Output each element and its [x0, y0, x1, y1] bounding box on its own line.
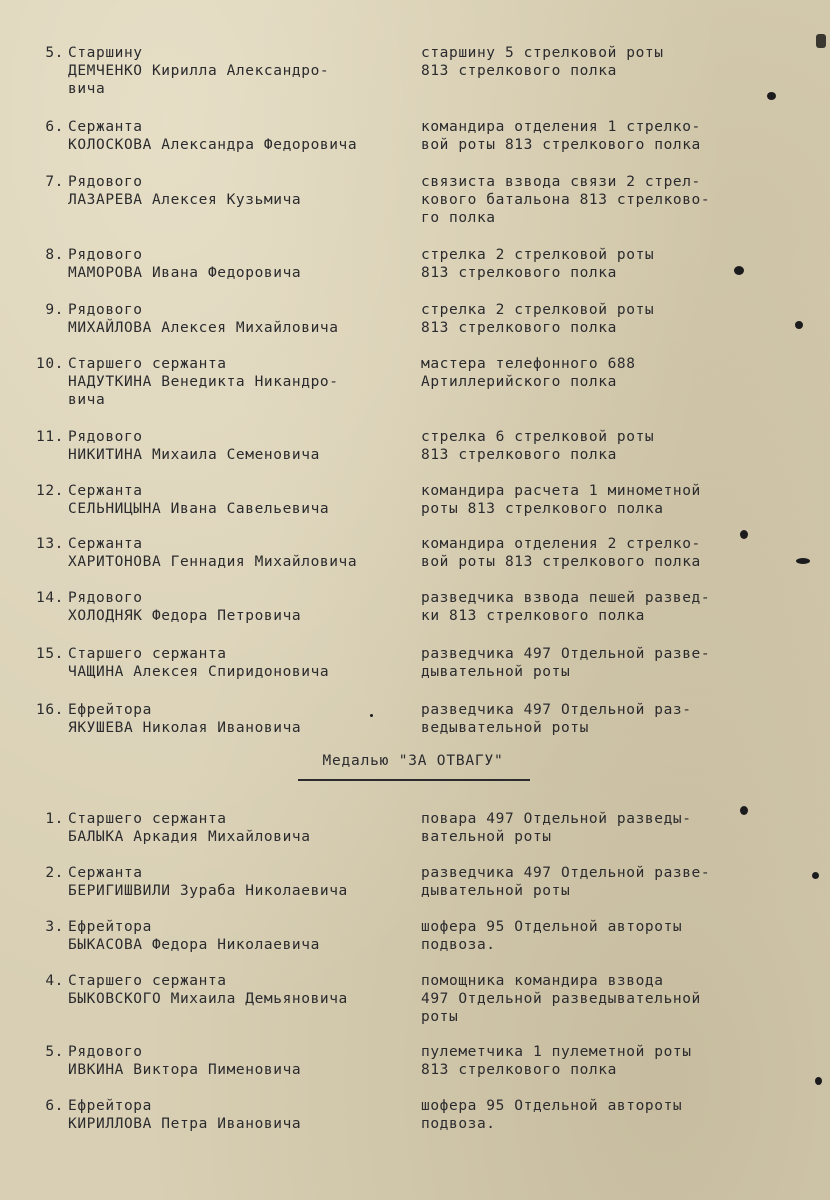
entry-position-line: шофера 95 Отдельной автороты	[421, 1098, 683, 1114]
entry-number: 16.	[36, 702, 64, 718]
entry-position	[421, 173, 766, 227]
entry-rank: Старшего сержанта	[68, 973, 227, 989]
entry-position-line: 813 стрелкового полка	[421, 447, 617, 463]
entry-name-line: МАМОРОВА Ивана Федоровича	[68, 265, 302, 281]
entry-position-line: разведчика 497 Отдельной разве-	[421, 865, 711, 881]
entry-person	[68, 589, 413, 625]
ink-blot	[767, 92, 776, 100]
entry-position	[421, 701, 766, 737]
entry-position	[421, 864, 766, 900]
entry-position-line: вой роты 813 стрелкового полка	[421, 554, 701, 570]
medal-heading: Медалью "ЗА ОТВАГУ"	[322, 753, 504, 769]
entry-position-line: подвоза.	[421, 937, 496, 953]
entry-position-line: кового батальона 813 стрелково-	[421, 192, 711, 208]
entry-number: 6.	[45, 119, 64, 135]
entry-position-line: мастера телефонного 688	[421, 356, 636, 372]
entry-person	[68, 535, 413, 571]
entry-person	[68, 1097, 413, 1133]
entry-position-line: 813 стрелкового полка	[421, 1062, 617, 1078]
entry-number: 14.	[36, 590, 64, 606]
entry-person	[68, 810, 413, 846]
entry-position	[421, 355, 766, 391]
entry-person	[68, 864, 413, 900]
entry-name-line: ЛАЗАРЕВА Алексея Кузьмича	[68, 192, 302, 208]
entry-name-line: МИХАЙЛОВА Алексея Михайловича	[68, 320, 339, 336]
entry-position	[421, 589, 766, 625]
entry-position	[421, 301, 766, 337]
entry-position-line: дывательной роты	[421, 664, 571, 680]
entry-name-line: БЫКОВСКОГО Михаила Демьяновича	[68, 991, 348, 1007]
entry-position-line: вой роты 813 стрелкового полка	[421, 137, 701, 153]
entry-rank: Рядового	[68, 1044, 143, 1060]
entry-position-line: разведчика 497 Отдельной раз-	[421, 702, 692, 718]
entry-rank: Рядового	[68, 590, 143, 606]
entry-position-line: го полка	[421, 210, 496, 226]
entry-person	[68, 918, 413, 954]
entry-person	[68, 44, 413, 98]
entry-position-line: командира отделения 1 стрелко-	[421, 119, 701, 135]
entry-position-line: разведчика 497 Отдельной разве-	[421, 646, 711, 662]
entry-rank: Сержанта	[68, 536, 143, 552]
entry-person	[68, 301, 413, 337]
entry-rank: Ефрейтора	[68, 702, 152, 718]
entry-rank: Сержанта	[68, 119, 143, 135]
entry-number: 3.	[45, 919, 64, 935]
entry-person	[68, 972, 413, 1008]
ink-blot	[795, 321, 803, 329]
entry-position-line: шофера 95 Отдельной автороты	[421, 919, 683, 935]
entry-position-line: помощника командира взвода	[421, 973, 664, 989]
entry-number: 5.	[45, 45, 64, 61]
entry-position-line: стрелка 2 стрелковой роты	[421, 247, 655, 263]
entry-rank: Рядового	[68, 247, 143, 263]
entry-person	[68, 1043, 413, 1079]
entry-person	[68, 428, 413, 464]
entry-name-line: БЫКАСОВА Федора Николаевича	[68, 937, 320, 953]
entry-position	[421, 918, 766, 954]
entry-name-line: вича	[68, 392, 106, 408]
entry-number: 4.	[45, 973, 64, 989]
entry-position	[421, 246, 766, 282]
entry-number: 12.	[36, 483, 64, 499]
entry-position	[421, 118, 766, 154]
entry-position	[421, 1097, 766, 1133]
entry-position-line: стрелка 2 стрелковой роты	[421, 302, 655, 318]
entry-position-line: ки 813 стрелкового полка	[421, 608, 645, 624]
entry-position-line: 813 стрелкового полка	[421, 320, 617, 336]
entry-rank: Старшину	[68, 45, 143, 61]
entry-rank: Рядового	[68, 302, 143, 318]
entry-person	[68, 246, 413, 282]
entry-number: 5.	[45, 1044, 64, 1060]
entry-name-line: ХАРИТОНОВА Геннадия Михайловича	[68, 554, 358, 570]
entry-name-line: БЕРИГИШВИЛИ Зураба Николаевича	[68, 883, 348, 899]
entry-number: 1.	[45, 811, 64, 827]
entry-rank: Ефрейтора	[68, 1098, 152, 1114]
entry-position-line: пулеметчика 1 пулеметной роты	[421, 1044, 692, 1060]
entry-name-line: НИКИТИНА Михаила Семеновича	[68, 447, 320, 463]
ink-blot	[740, 806, 748, 815]
entry-position-line: командира отделения 2 стрелко-	[421, 536, 701, 552]
entry-person	[68, 118, 413, 154]
heading-underline	[298, 779, 530, 781]
entry-position-line: 813 стрелкового полка	[421, 63, 617, 79]
ink-blot	[816, 34, 826, 48]
entry-name-line: ЧАЩИНА Алексея Спиридоновича	[68, 664, 330, 680]
ink-blot	[734, 266, 744, 275]
entry-number: 13.	[36, 536, 64, 552]
entry-number: 10.	[36, 356, 64, 372]
entry-person	[68, 645, 413, 681]
entry-name-line: вича	[68, 81, 106, 97]
entry-position-line: командира расчета 1 минометной	[421, 483, 701, 499]
entry-number: 7.	[45, 174, 64, 190]
entry-rank: Рядового	[68, 429, 143, 445]
entry-name-line: КОЛОСКОВА Александра Федоровича	[68, 137, 358, 153]
entry-person	[68, 173, 413, 209]
entry-position-line: вательной роты	[421, 829, 552, 845]
ink-blot	[815, 1077, 822, 1085]
entry-rank: Сержанта	[68, 483, 143, 499]
entry-person	[68, 701, 413, 737]
entry-name-line: БАЛЫКА Аркадия Михайловича	[68, 829, 311, 845]
entry-number: 6.	[45, 1098, 64, 1114]
ink-blot	[370, 714, 373, 717]
entry-rank: Рядового	[68, 174, 143, 190]
entry-position-line: роты 813 стрелкового полка	[421, 501, 664, 517]
entry-position	[421, 810, 766, 846]
entry-person	[68, 482, 413, 518]
ink-blot	[740, 530, 748, 539]
entry-number: 11.	[36, 429, 64, 445]
entry-name-line: ИВКИНА Виктора Пименовича	[68, 1062, 302, 1078]
entry-rank: Старшего сержанта	[68, 811, 227, 827]
entry-name-line: НАДУТКИНА Венедикта Никандро-	[68, 374, 339, 390]
entry-position-line: Артиллерийского полка	[421, 374, 617, 390]
entry-position-line: стрелка 6 стрелковой роты	[421, 429, 655, 445]
entry-name-line: ДЕМЧЕНКО Кирилла Александро-	[68, 63, 330, 79]
entry-number: 2.	[45, 865, 64, 881]
entry-person	[68, 355, 413, 409]
entry-position-line: старшину 5 стрелковой роты	[421, 45, 664, 61]
entry-number: 9.	[45, 302, 64, 318]
entry-position-line: 497 Отдельной разведывательной	[421, 991, 701, 1007]
entry-rank: Старшего сержанта	[68, 646, 227, 662]
entry-number: 15.	[36, 646, 64, 662]
entry-position-line: дывательной роты	[421, 883, 571, 899]
entry-position-line: ведывательной роты	[421, 720, 589, 736]
entry-name-line: КИРИЛЛОВА Петра Ивановича	[68, 1116, 302, 1132]
entry-position	[421, 645, 766, 681]
ink-blot	[812, 872, 819, 879]
entry-position-line: роты	[421, 1009, 459, 1025]
entry-position-line: подвоза.	[421, 1116, 496, 1132]
entry-position	[421, 535, 766, 571]
entry-name-line: ХОЛОДНЯК Федора Петровича	[68, 608, 302, 624]
entry-position-line: 813 стрелкового полка	[421, 265, 617, 281]
entry-rank: Старшего сержанта	[68, 356, 227, 372]
entry-position	[421, 1043, 766, 1079]
ink-blot	[796, 558, 810, 564]
entry-position	[421, 44, 766, 80]
entry-position-line: разведчика взвода пешей развед-	[421, 590, 711, 606]
entry-name-line: СЕЛЬНИЦЫНА Ивана Савельевича	[68, 501, 330, 517]
entry-position	[421, 482, 766, 518]
entry-name-line: ЯКУШЕВА Николая Ивановича	[68, 720, 302, 736]
entry-rank: Ефрейтора	[68, 919, 152, 935]
entry-position-line: связиста взвода связи 2 стрел-	[421, 174, 701, 190]
entry-position	[421, 972, 766, 1026]
entry-number: 8.	[45, 247, 64, 263]
entry-position	[421, 428, 766, 464]
entry-rank: Сержанта	[68, 865, 143, 881]
entry-position-line: повара 497 Отдельной разведы-	[421, 811, 692, 827]
